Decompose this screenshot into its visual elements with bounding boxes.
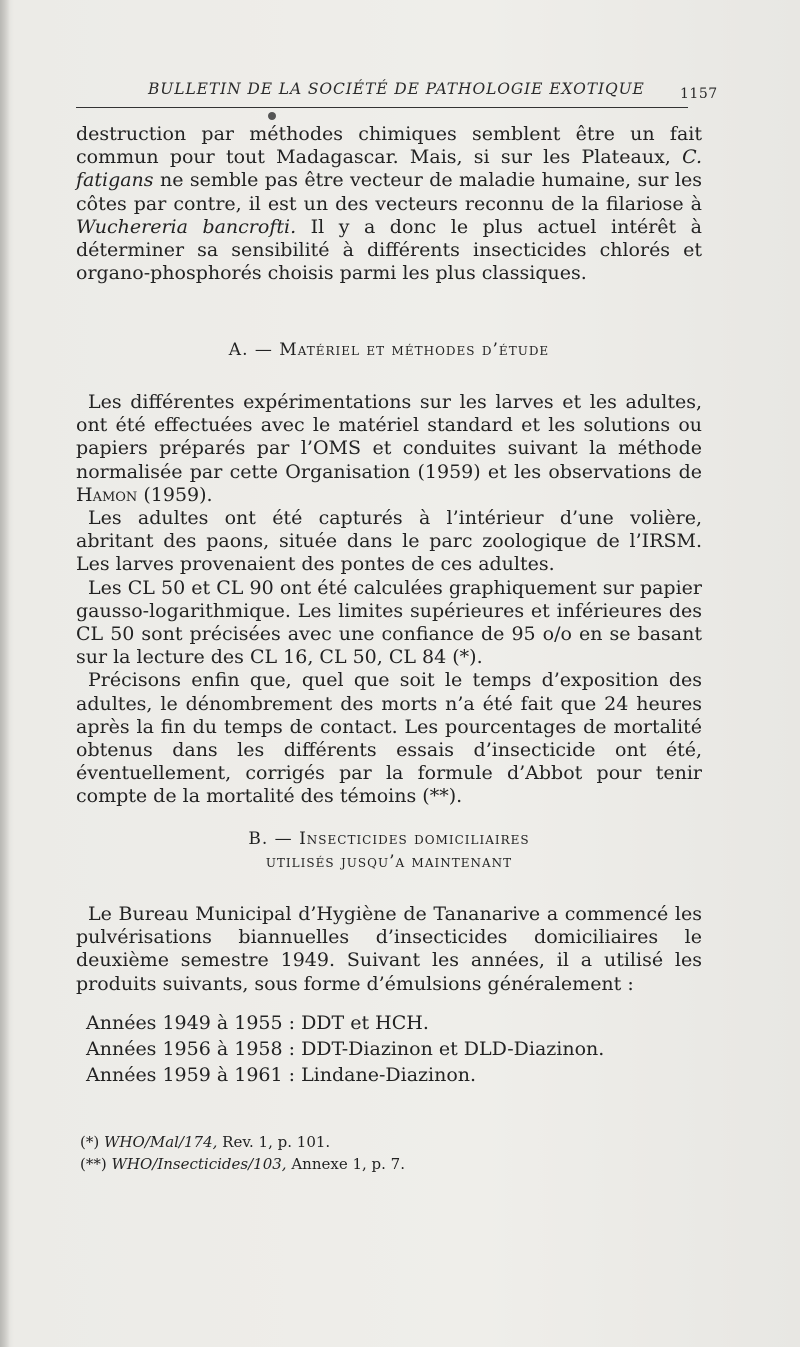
intro-text-3: Il y a donc le plus actuel intérêt à déterminer sa sensibilité à différents insecticides chlorés et organo-phosphorés choisis parmi les plus classiques. [76, 215, 703, 285]
section-a-prefix: A. — [228, 340, 280, 360]
years-item: Années 1949 à 1955 : DDT et HCH. [86, 1012, 429, 1034]
years-item: Années 1956 à 1958 : DDT-Diazinon et DLD-Diazinon. [86, 1038, 605, 1060]
section-b-body [76, 903, 702, 996]
years-item: Années 1959 à 1961 : Lindane-Diazinon. [86, 1064, 477, 1086]
section-b-title-line-1: Insecticides domiciliaires [299, 829, 530, 849]
header-rule [76, 107, 688, 108]
footnote-1-ref: WHO/Mal/174, [103, 1133, 218, 1151]
footnote-2-rest: Annexe 1, p. 7. [286, 1155, 405, 1173]
section-b-prefix: B. — [248, 829, 300, 849]
section-a-para-3: Les CL 50 et CL 90 ont été calculées graphiquement sur papier gausso-logarithmique. Les limites supérieures et inférieures des CL 50 sont précisées avec une confiance de 95 o/o en se basant sur la lecture des CL 16, CL 50, CL 84 (*). [76, 576, 702, 669]
section-a-para-4: Précisons enfin que, quel que soit le temps d’exposition des adultes, le dénombrement des morts n’a été fait que 24 heures après la fin du temps de contact. Les pourcentages de mortalité obtenus dans les différents essais d’insecticide ont été, éventuellement, corrigés par la formule d’Abbot pour tenir compte de la mortalité des témoins (**). [76, 669, 702, 808]
years-list [86, 1010, 604, 1088]
section-b-para-1: Le Bureau Municipal d’Hygiène de Tananarive a commencé les pulvérisations biannuelles d’insecticides domiciliaires le deuxième semestre 1949. Suivant les années, il a utilisé les produits suivants, sous forme d’émulsions généralement : [76, 903, 702, 995]
section-b-title-line-2: utilisés jusqu’a maintenant [265, 852, 513, 872]
section-a-para-1 [76, 391, 702, 507]
parasite-name: Wuchereria bancrofti. [76, 215, 297, 238]
species-name: C. fatigans [76, 146, 702, 192]
footnote-1-mark: (*) [80, 1133, 104, 1151]
intro-text-1: destruction par méthodes chimiques semblent être un fait commun pour tout Madagascar. Mais, si sur les Plateaux, [76, 123, 702, 169]
section-a-heading [76, 340, 702, 360]
section-a-title: Matériel et méthodes d’étude [279, 340, 550, 360]
footnote-2-mark: (**) [80, 1155, 112, 1173]
footnote-2 [80, 1153, 405, 1175]
intro-text-2: ne semble pas être vecteur de maladie humaine, sur les côtes par contre, il est un des vecteurs reconnu de la filariose à [76, 169, 702, 215]
intro-paragraph [76, 123, 702, 285]
section-a-para-2: Les adultes ont été capturés à l’intérieur d’une volière, abritant des paons, située dans le parc zoologique de l’IRSM. Les larves provenaient des pontes de ces adultes. [76, 507, 702, 576]
section-a-para-1-text: Les différentes expérimentations sur les larves et les adultes, ont été effectuées avec le matériel standard et les solutions ou papiers préparés par l’OMS et conduites suivant la méthode normalisée par cette Organisation (1959) et les observations de [76, 391, 702, 483]
section-b-heading [76, 829, 702, 849]
footnote-2-ref: WHO/Insecticides/103, [111, 1155, 287, 1173]
author-hamon: Hamon [76, 483, 138, 506]
footnote-1 [80, 1131, 330, 1153]
ink-blot [268, 112, 276, 120]
section-a-body [76, 391, 702, 809]
page-number: 1157 [680, 86, 718, 102]
running-head: BULLETIN DE LA SOCIÉTÉ DE PATHOLOGIE EXOTIQUE [148, 80, 645, 98]
footnote-1-rest: Rev. 1, p. 101. [217, 1133, 331, 1151]
section-a-para-1-end: (1959). [137, 483, 213, 506]
page-edge-shadow [0, 0, 10, 1347]
